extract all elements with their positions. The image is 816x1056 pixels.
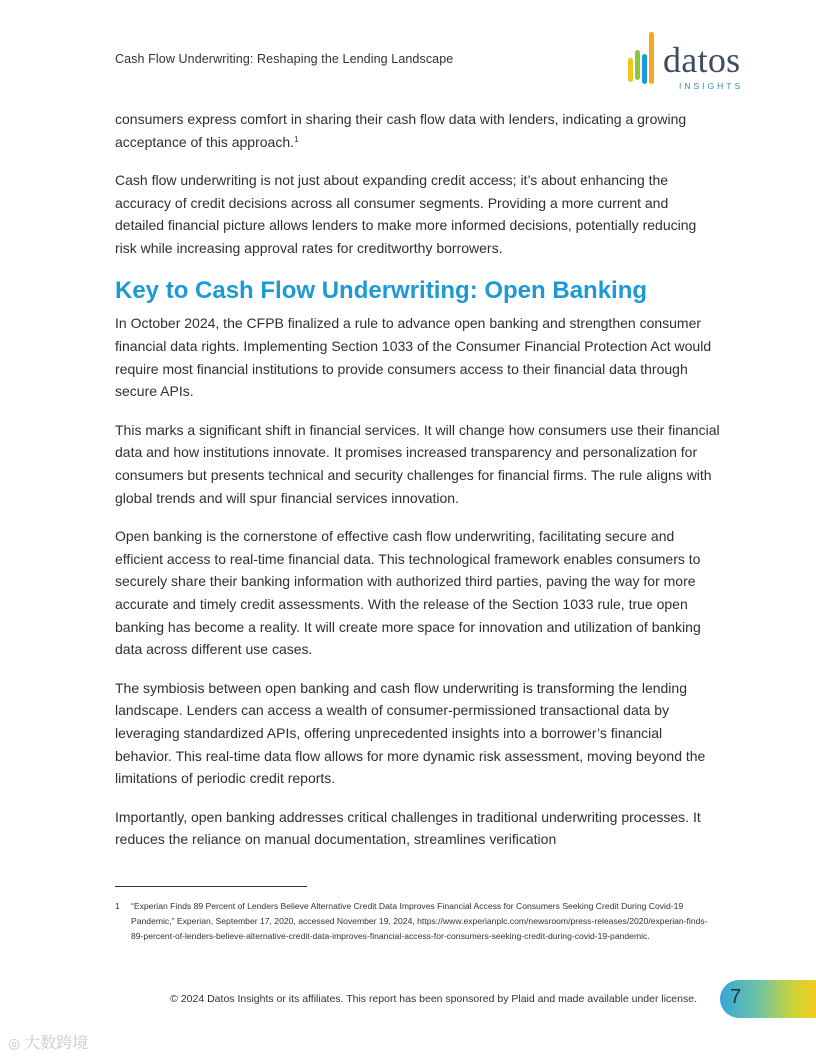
footnote-text: “Experian Finds 89 Percent of Lenders Believe Alternative Credit Data Improves Financial Access for Consumers Seeking Credit During Covid-19 Pandemic,” Experian, September 17, 2020, accessed November 19, 2024, https://www.experianplc.com/newsroom/press-releases/2020/experian-finds-89-percent-of-lenders-believe-alternative-credit-data-improves-financial-access-for-consumers-seeking-credit-during-covid-19-pandemic. xyxy=(131,901,708,941)
watermark-logo-icon: ◎ xyxy=(8,1035,21,1051)
watermark-text: 大数跨境 xyxy=(24,1035,89,1052)
watermark xyxy=(8,1030,88,1053)
footnote-divider xyxy=(115,886,307,887)
paragraph: The symbiosis between open banking and cash flow underwriting is transforming the lending landscape. Lenders can access a wealth of consumer-permissioned transactional data by leveraging standardized APIs, offering unprecedented insights into a borrower’s financial behavior. This real-time data flow allows for more dynamic risk assessment, moving beyond the limitations of periodic credit reports. xyxy=(115,679,706,787)
paragraph: Cash flow underwriting is not just about expanding credit access; it’s about enhancing the accuracy of credit decisions across all consumer segments. Providing a more current and detailed financial picture allows lenders to make more informed decisions, potentially reducing risk while increasing approval rates for creditworthy borrowers. xyxy=(115,171,697,257)
main-content xyxy=(115,108,720,866)
datos-insights-logo xyxy=(627,32,757,92)
logo-subtitle: INSIGHTS xyxy=(679,81,744,91)
footnote-number: 1 xyxy=(115,901,120,911)
section-heading: Key to Cash Flow Underwriting: Open Banking xyxy=(115,277,648,305)
paragraph-text: consumers express comfort in sharing their cash flow data with lenders, indicating a growing acceptance of this approach. xyxy=(115,111,687,150)
paragraph: Open banking is the cornerstone of effective cash flow underwriting, facilitating secure and efficient access to real-time financial data. This technological framework enables consumers to securely share their banking information with authorized third parties, paving the way for more accurate and timely credit assessments. With the release of the Section 1033 rule, true open banking has become a reality. It will create more space for innovation and utilization of banking data across different use cases. xyxy=(115,527,701,658)
footnote-reference[interactable]: 1 xyxy=(294,134,299,144)
page-number: 7 xyxy=(730,986,742,1008)
copyright-notice: © 2024 Datos Insights or its affiliates. This report has been sponsored by Plaid and made available under license. xyxy=(170,993,697,1005)
footnote xyxy=(115,899,715,944)
paragraph xyxy=(115,108,720,153)
paragraph: In October 2024, the CFPB finalized a rule to advance open banking and strengthen consumer financial data rights. Implementing Section 1033 of the Consumer Financial Protection Act would require most financial institutions to provide consumers access to their financial data through secure APIs. xyxy=(115,315,712,400)
paragraph: Importantly, open banking addresses critical challenges in traditional underwriting processes. It reduces the reliance on manual documentation, streamlines verification xyxy=(115,808,701,848)
logo-bars-icon xyxy=(627,32,657,86)
page-number-tab xyxy=(720,980,816,1018)
paragraph: This marks a significant shift in financial services. It will change how consumers use their financial data and how institutions innovate. It promises increased transparency and personalization for consumers but presents technical and security challenges for financial firms. The rule aligns with global trends and will spur financial services innovation. xyxy=(115,421,720,506)
running-header-title: Cash Flow Underwriting: Reshaping the Lending Landscape xyxy=(115,52,454,66)
logo-wordmark: datos xyxy=(663,40,741,80)
